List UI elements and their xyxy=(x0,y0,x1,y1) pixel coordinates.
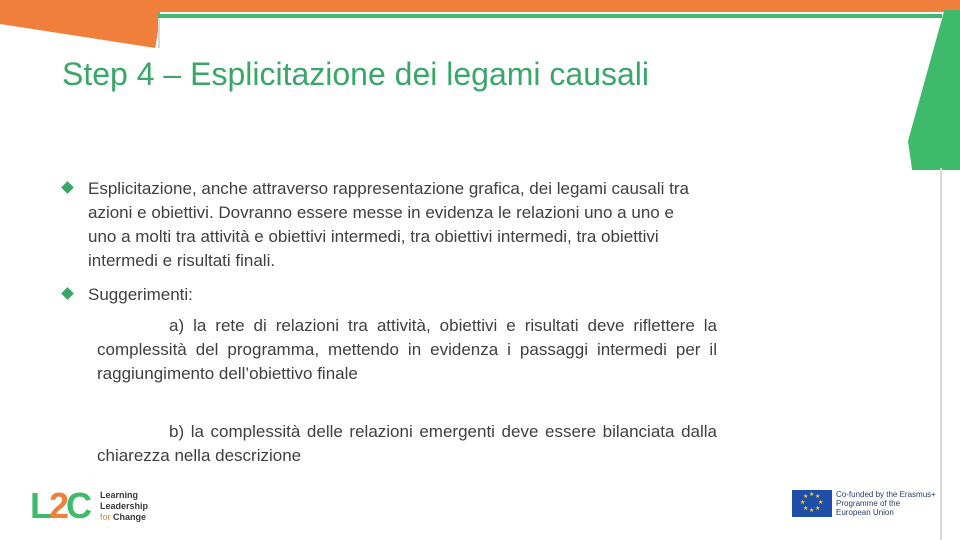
eu-flag-icon: ★ ★ ★ ★ ★ ★ ★ ★ xyxy=(792,490,832,517)
l2c-logo-mark: L2C xyxy=(30,485,90,526)
bullet-text: Esplicitazione, anche attraverso rappresentazione grafica, dei legami causali tra azioni e obiettivi. Dovranno essere messe in evidenza le relazioni uno a uno e uno a molti tra attività e obiettivi intermedi, tra obiettivi intermedi, tra obiettivi intermedi e risultati finali. xyxy=(88,179,689,270)
corner-orange-shape xyxy=(0,0,160,48)
suggestion-a: a) la rete di relazioni tra attività, obiettivi e risultati deve riflettere la complessità del programma, mettendo in evidenza i passaggi intermedi per il raggiungimento dell’obiettivo finale xyxy=(97,316,717,383)
bullet-text: Suggerimenti: xyxy=(88,285,193,304)
l2c-logo xyxy=(30,484,170,528)
suggestion-b: b) la complessità delle relazioni emergenti deve essere bilanciata dalla chiarezza nella descrizione xyxy=(97,422,717,465)
bullet-item xyxy=(62,177,702,273)
top-green-bar xyxy=(158,14,942,18)
diamond-bullet-icon xyxy=(62,288,74,300)
slide-title: Step 4 – Esplicitazione dei legami causali xyxy=(62,56,649,92)
bullet-item xyxy=(62,283,702,307)
corner-green-shape xyxy=(908,10,960,170)
eu-cofunded-text: Co-funded by the Erasmus+ Programme of the European Union xyxy=(836,490,936,517)
l2c-logo-text: Learning Leadership for Change xyxy=(100,490,149,522)
diamond-bullet-icon xyxy=(62,182,74,194)
frame-line xyxy=(158,18,160,48)
frame-line xyxy=(940,168,942,540)
